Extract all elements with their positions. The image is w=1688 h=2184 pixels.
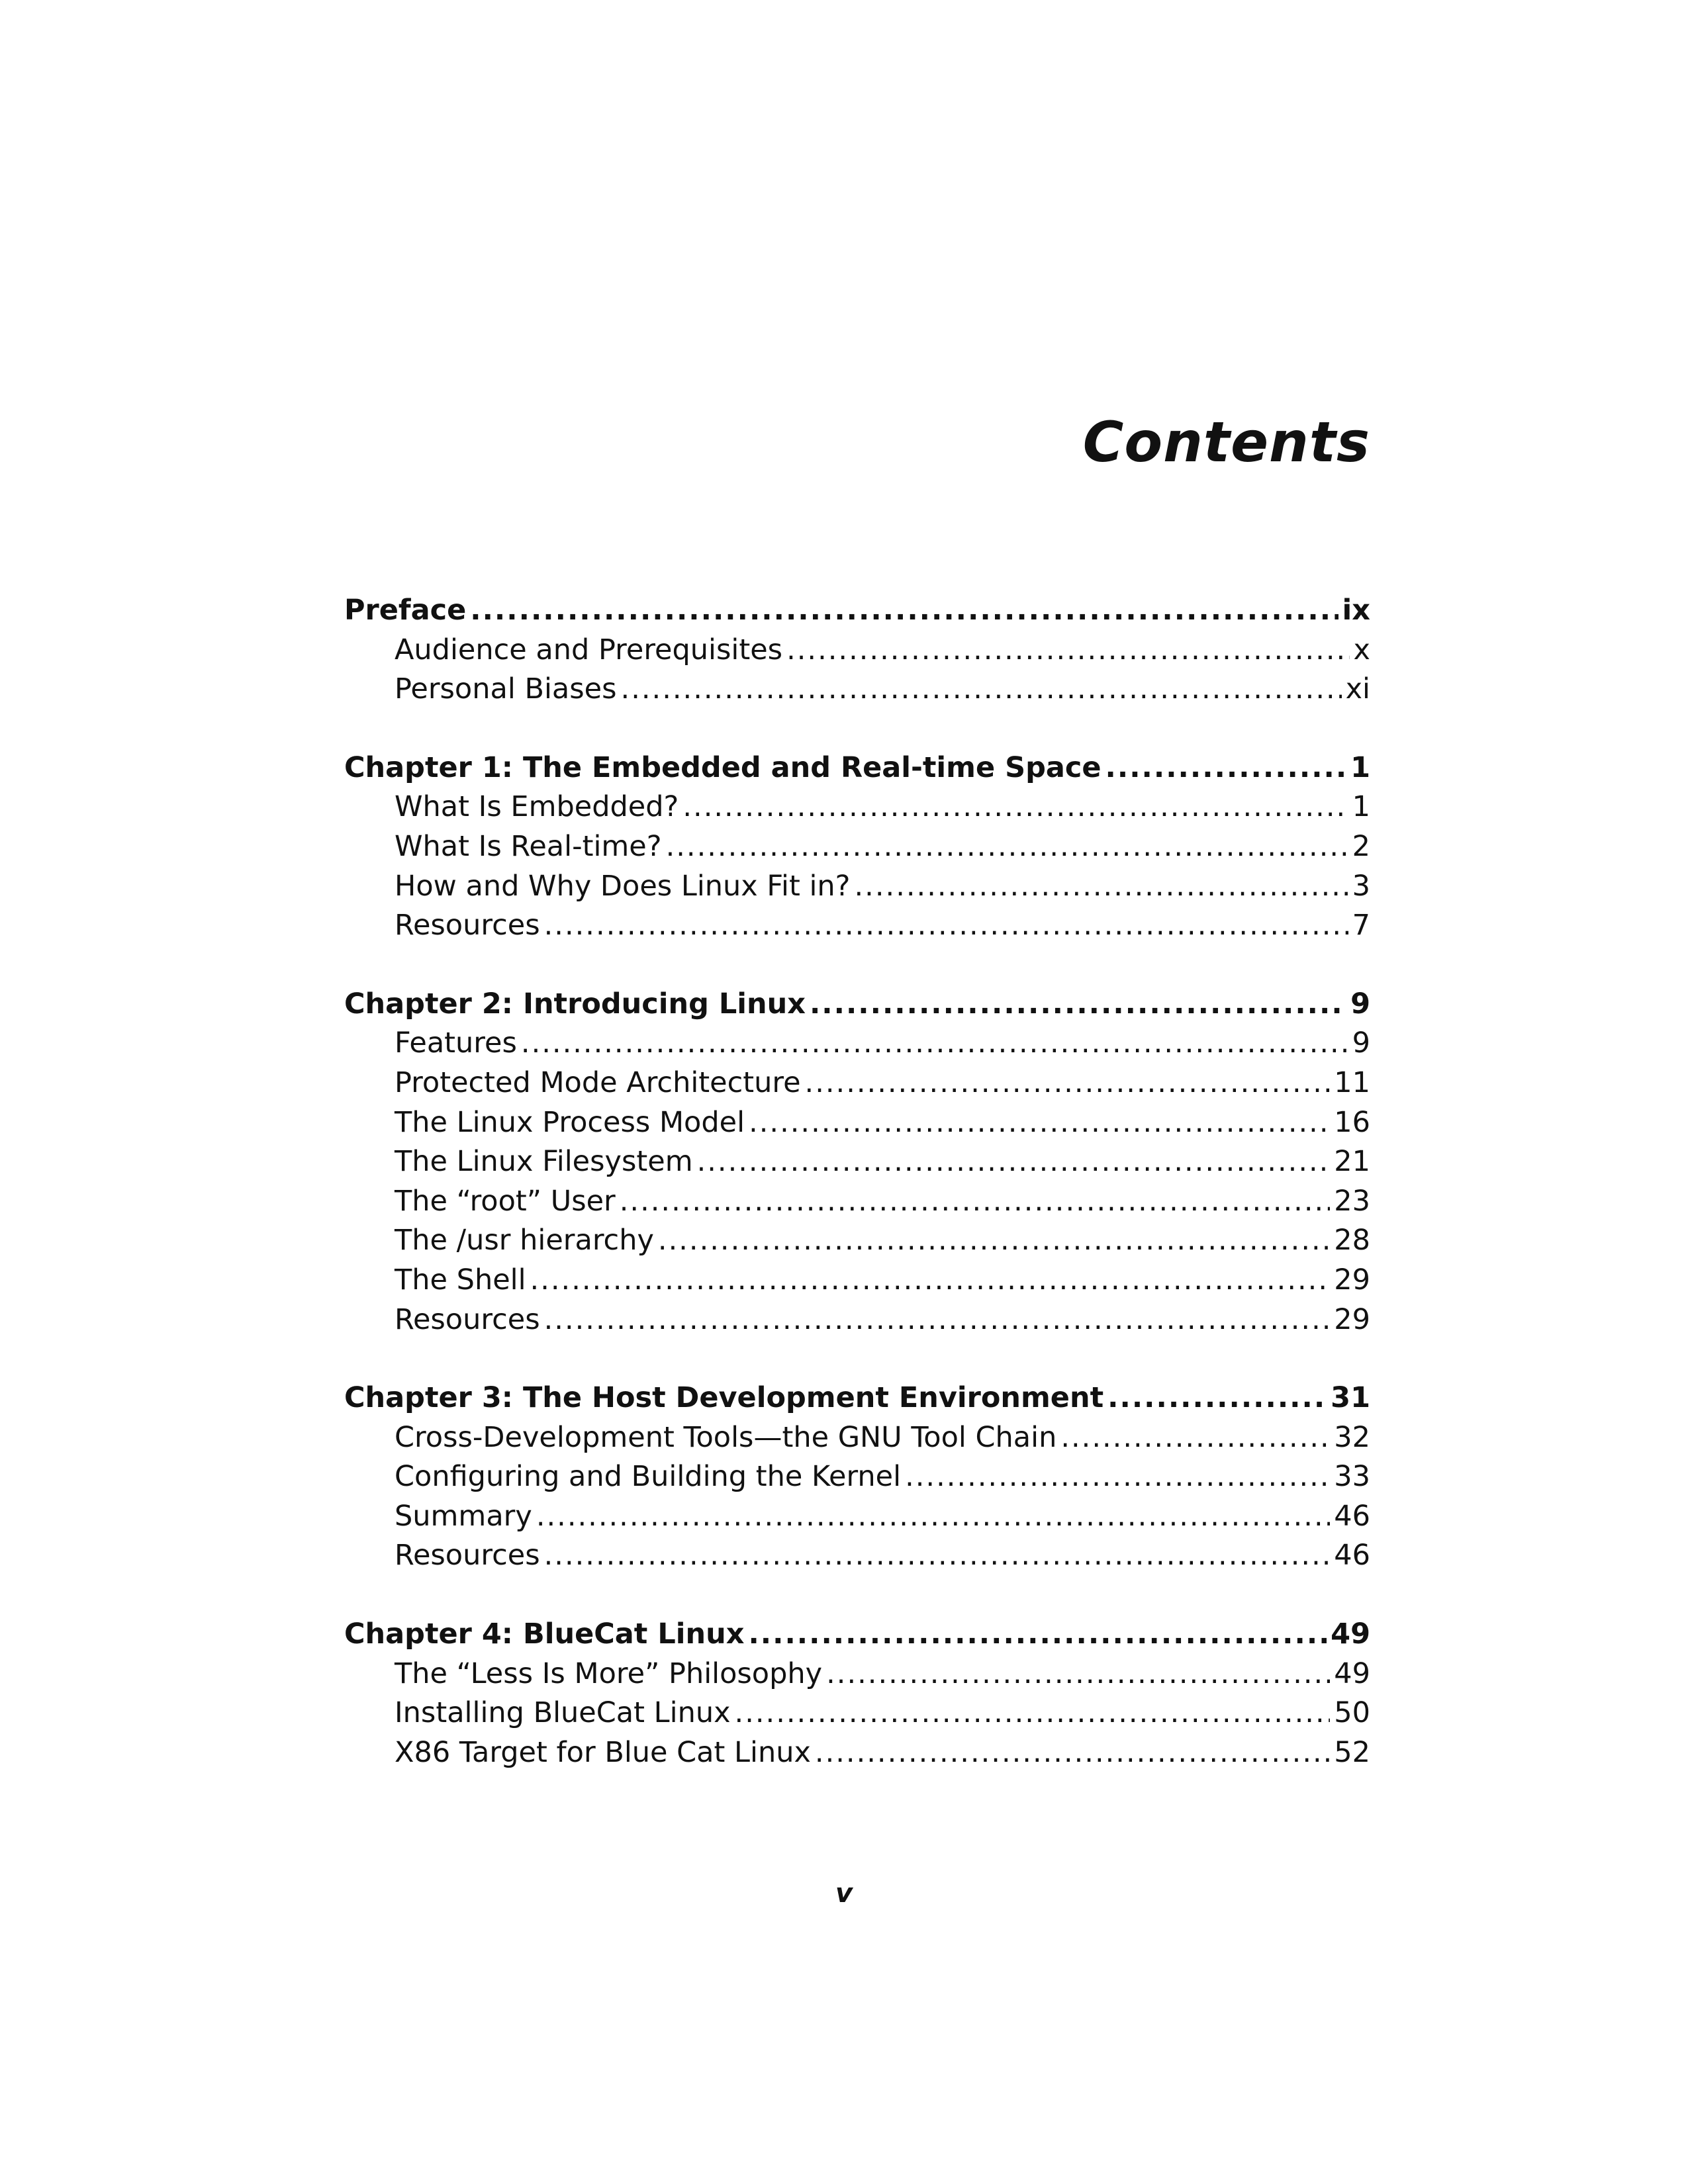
toc-entry-page: 52 — [1334, 1735, 1370, 1769]
toc-entry — [344, 1064, 1370, 1103]
toc-heading-page: 31 — [1331, 1381, 1370, 1415]
toc-entry-title: The Linux Filesystem — [395, 1145, 693, 1179]
toc-entry — [344, 1221, 1370, 1261]
toc-heading — [344, 1615, 1370, 1655]
toc-entry-title: The Linux Process Model — [395, 1105, 745, 1139]
dot-leader — [521, 1024, 1348, 1064]
toc-entry-title: Resources — [395, 1302, 540, 1336]
toc-heading-page: 49 — [1331, 1617, 1370, 1651]
dot-leader — [805, 1064, 1331, 1103]
page-title: Contents — [1082, 410, 1370, 475]
toc-entry-title: Configuring and Building the Kernel — [395, 1460, 902, 1494]
toc-heading-title: Preface — [344, 594, 467, 627]
toc-section-chapter-3 — [344, 1379, 1370, 1576]
toc-entry-title: The “Less Is More” Philosophy — [395, 1657, 823, 1690]
toc-entry-title: What Is Real-time? — [395, 829, 662, 863]
toc-entry — [344, 1457, 1370, 1497]
toc-entry — [344, 631, 1370, 670]
toc-entry-title: Summary — [395, 1499, 532, 1533]
toc-entry-title: Installing BlueCat Linux — [395, 1696, 731, 1730]
toc-heading — [344, 749, 1370, 788]
toc-entry — [344, 1733, 1370, 1773]
toc-entry-page: 28 — [1334, 1224, 1370, 1257]
toc-entry-page: x — [1353, 633, 1370, 666]
toc-entry-page: 7 — [1352, 909, 1370, 942]
dot-leader — [620, 1182, 1331, 1222]
toc-heading-title: Chapter 3: The Host Development Environment — [344, 1381, 1104, 1415]
dot-leader — [536, 1497, 1330, 1537]
toc-entry — [344, 1300, 1370, 1340]
toc-entry-title: Audience and Prerequisites — [395, 633, 783, 666]
toc-entry-page: 46 — [1334, 1539, 1370, 1572]
toc-heading — [344, 591, 1370, 631]
toc-entry-page: 21 — [1334, 1145, 1370, 1179]
toc-entry — [344, 906, 1370, 946]
toc-entry-title: X86 Target for Blue Cat Linux — [395, 1735, 811, 1769]
dot-leader — [544, 1536, 1331, 1576]
toc-entry-title: Features — [395, 1026, 517, 1060]
toc-heading-title: Chapter 4: BlueCat Linux — [344, 1617, 745, 1651]
toc-entry — [344, 1182, 1370, 1222]
dot-leader — [544, 906, 1348, 946]
toc-entry-title: Protected Mode Architecture — [395, 1066, 801, 1099]
dot-leader — [470, 591, 1338, 631]
toc-entry-page: 29 — [1334, 1302, 1370, 1336]
toc-entry-page: xi — [1345, 672, 1370, 706]
toc-entry — [344, 1655, 1370, 1694]
toc-entry-title: The /usr hierarchy — [395, 1224, 654, 1257]
dot-leader — [658, 1221, 1330, 1261]
toc-section-chapter-1 — [344, 749, 1370, 946]
toc-heading-page: 9 — [1350, 987, 1370, 1021]
toc-entry-title: Cross-Development Tools—the GNU Tool Chain — [395, 1420, 1057, 1454]
dot-leader — [826, 1655, 1330, 1694]
toc-entry-page: 9 — [1352, 1026, 1370, 1060]
toc-entry — [344, 827, 1370, 867]
toc-entry-page: 46 — [1334, 1499, 1370, 1533]
toc-entry — [344, 788, 1370, 827]
dot-leader — [855, 867, 1348, 907]
page-number: v — [835, 1878, 853, 1909]
toc-entry — [344, 1103, 1370, 1143]
dot-leader — [810, 985, 1346, 1024]
toc-entry — [344, 1536, 1370, 1576]
toc-heading — [344, 985, 1370, 1024]
toc-entry — [344, 1024, 1370, 1064]
toc-heading-page: 1 — [1350, 751, 1370, 784]
toc-entry-page: 1 — [1352, 790, 1370, 824]
toc-entry-title: The “root” User — [395, 1184, 616, 1218]
toc-entry-page: 23 — [1334, 1184, 1370, 1218]
dot-leader — [682, 788, 1348, 827]
dot-leader — [544, 1300, 1331, 1340]
toc-entry — [344, 670, 1370, 709]
toc-section-chapter-2 — [344, 985, 1370, 1340]
toc-entry-page: 49 — [1334, 1657, 1370, 1690]
dot-leader — [1107, 1379, 1327, 1418]
toc-entry — [344, 1694, 1370, 1733]
toc-entry-page: 11 — [1334, 1066, 1370, 1099]
dot-leader — [749, 1103, 1330, 1143]
toc-entry-page: 33 — [1334, 1460, 1370, 1494]
toc-entry — [344, 1418, 1370, 1458]
dot-leader — [697, 1142, 1331, 1182]
toc-section-chapter-4 — [344, 1615, 1370, 1772]
dot-leader — [735, 1694, 1331, 1733]
toc-entry-title: What Is Embedded? — [395, 790, 679, 824]
toc-entry — [344, 867, 1370, 907]
toc-heading — [344, 1379, 1370, 1418]
toc-entry-title: How and Why Does Linux Fit in? — [395, 869, 851, 903]
toc-entry — [344, 1261, 1370, 1300]
dot-leader — [786, 631, 1349, 670]
toc-entry-title: The Shell — [395, 1263, 526, 1297]
dot-leader — [1060, 1418, 1330, 1458]
toc-entry — [344, 1497, 1370, 1537]
dot-leader — [748, 1615, 1327, 1655]
toc-entry-page: 3 — [1352, 869, 1370, 903]
toc-entry — [344, 1142, 1370, 1182]
toc-entry-page: 29 — [1334, 1263, 1370, 1297]
dot-leader — [815, 1733, 1330, 1773]
toc-entry-title: Resources — [395, 1539, 540, 1572]
toc-entry-page: 50 — [1334, 1696, 1370, 1730]
dot-leader — [666, 827, 1348, 867]
table-of-contents — [344, 591, 1370, 1811]
toc-entry-page: 32 — [1334, 1420, 1370, 1454]
toc-heading-title: Chapter 2: Introducing Linux — [344, 987, 806, 1021]
toc-heading-title: Chapter 1: The Embedded and Real-time Space — [344, 751, 1102, 784]
toc-entry-page: 16 — [1334, 1105, 1370, 1139]
dot-leader — [905, 1457, 1330, 1497]
toc-entry-title: Resources — [395, 909, 540, 942]
toc-entry-page: 2 — [1352, 829, 1370, 863]
dot-leader — [530, 1261, 1331, 1300]
toc-entry-title: Personal Biases — [395, 672, 617, 706]
toc-section-preface — [344, 591, 1370, 709]
toc-heading-page: ix — [1342, 594, 1370, 627]
dot-leader — [1105, 749, 1347, 788]
dot-leader — [621, 670, 1342, 709]
